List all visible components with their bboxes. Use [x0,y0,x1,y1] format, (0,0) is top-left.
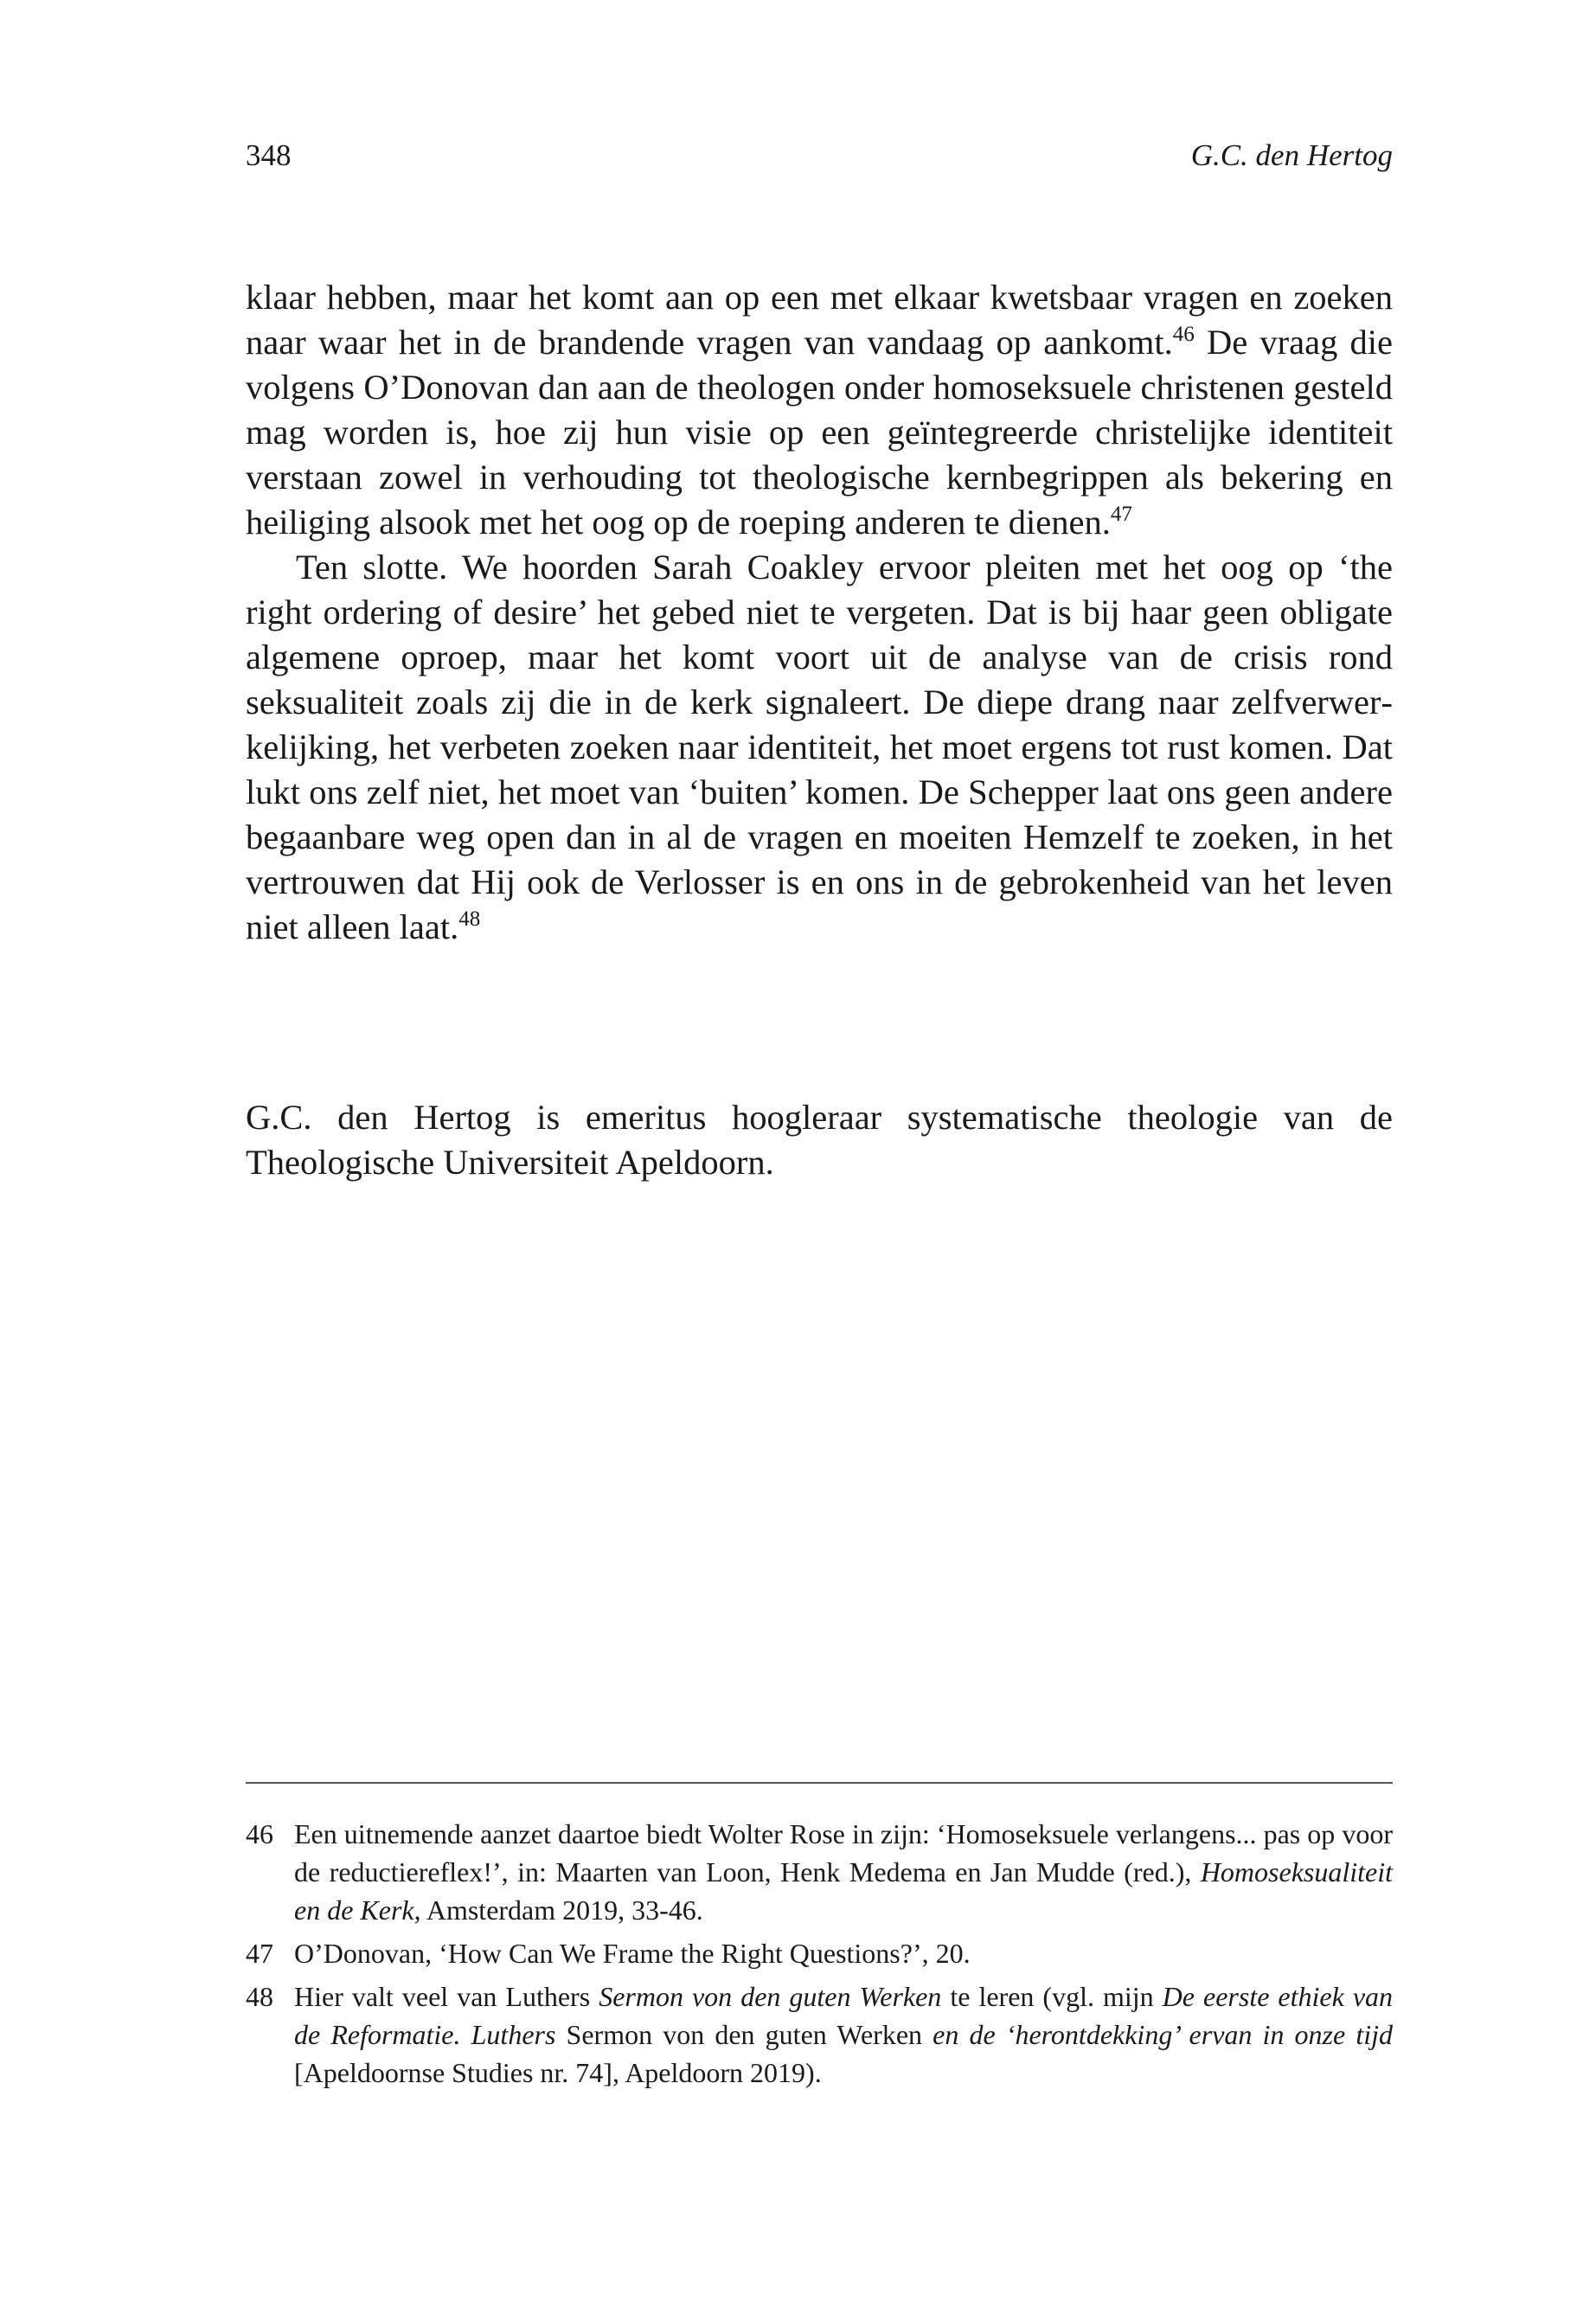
page-number: 348 [246,138,292,172]
footnote-text [294,1981,1393,2088]
footnote-number: 46 [246,1818,273,1849]
running-author: G.C. den Hertog [1190,138,1393,172]
footnote-48-title-2: De eerste ethiek van de Reformatie. Luthers [294,1981,1394,2050]
footnote-text [294,1938,971,1969]
footnote-ref-48[interactable]: 48 [458,907,481,931]
author-bio: G.C. den Hertog is emeritus hoogleraar systematische theologie van de Theologische Universiteit Apeldoorn. [246,1098,1393,1182]
footnote-46 [246,1815,1393,1929]
footnote-47-text: O’Donovan, ‘How Can We Frame the Right Questions?’, 20. [294,1938,971,1969]
footnote-46-title: Homoseksualiteit en de Kerk [294,1856,1393,1926]
footnote-48-title-3: en de ‘herontdekking’ ervan in onze tijd [933,2019,1394,2050]
footnote-48-text-1: Hier valt veel van Luthers [294,1981,599,2012]
footnote-46-text-1: Een uitnemende aanzet daartoe biedt Wolter Rose in zijn: ‘Homoseksuele verlangens... pas op voor de reductiereflex!’, in: Maarten van Loon, Henk Medema en Jan Mudde (red.), [294,1818,1393,1888]
footnote-ref-47[interactable]: 47 [1110,503,1132,526]
footnote-ref-46[interactable]: 46 [1172,323,1195,346]
paragraph-1-text-b: De vraag die volgens O’Donovan dan aan de theologen onder homoseksuele christenen gesteld mag worden is, hoe zij hun visie op een geïntegreerde christelijke identiteit verstaan zowel in verhouding tot theologische kernbegrippen als bekering en heiliging alsook met het oog op de roeping anderen te dienen. [246,323,1393,542]
footnote-number: 48 [246,1981,273,2012]
footnote-47 [246,1934,1393,1972]
footnote-48-text-2: te leren (vgl. mijn [941,1981,1163,2012]
footnote-48-title-1: Sermon von den guten Werken [599,1981,942,2012]
footnote-46-text-2: , Amsterdam 2019, 33-46. [413,1894,703,1926]
footnote-48-text-4: [Apeldoornse Studies nr. 74], Apeldoorn 2019). [294,2057,822,2088]
footnotes [246,1815,1393,2097]
footnote-divider [246,1782,1393,1784]
paragraph-2-text: Ten slotte. We hoorden Sarah Coakley ervoor pleiten met het oog op ‘the right ordering of desire’ het gebed niet te vergeten. Dat is bij haar geen obligate algemene oproep, maar het komt voort uit de analyse van de crisis rond seksualiteit zoals zij die in de kerk signaleert. De diepe drang naar zelfverwerkelijking, het verbeten zoeken naar identiteit, het moet ergens tot rust komen. Dat lukt ons zelf niet, het moet van ‘buiten’ komen. De Schepper laat ons geen andere begaanbare weg open dan in al de vragen en moeiten Hemzelf te zoeken, in het vertrouwen dat Hij ook de Verlosser is en ons in de gebrokenheid van het leven niet alleen laat. [246,548,1393,946]
paragraph-1 [246,275,1393,545]
footnote-text [294,1818,1393,1926]
footnote-48 [246,1977,1393,2092]
footnote-number: 47 [246,1938,273,1969]
footnote-48-text-3: Sermon von den guten Werken [555,2019,933,2050]
paragraph-1-text-a: klaar hebben, maar het komt aan op een met elkaar kwetsbaar vragen en zoeken naar waar het in de brandende vragen van vandaag op aankomt. [246,278,1393,362]
paragraph-2 [246,545,1393,950]
body-text [246,275,1393,950]
